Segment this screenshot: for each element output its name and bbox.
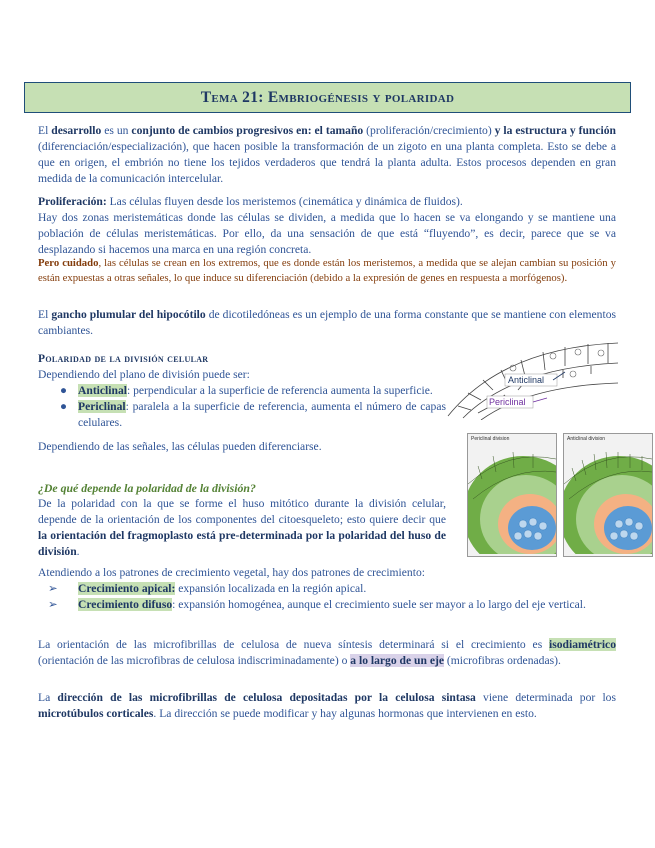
microfibril-paragraph: La orientación de las microfibrillas de celulosa de nueva síntesis determinará si el crecimiento es isodiamétrico (orientación de las microfibras de celulosa indiscriminadamente) o a lo largo de un eje (microfibras ordenadas). [38,638,616,667]
list-item: ➢ Crecimiento difuso: expansión homogénea, aunque el crecimiento suele ser mayor a lo largo del eje vertical. [48,598,586,611]
intro-paragraph: El desarrollo es un conjunto de cambios progresivos en: el tamaño (proliferación/crecimiento) y la estructura y función (diferenciación/especialización), que hacen posible la transformación de un zigoto en una planta completa. Esto se debe a que en origen, el embrión no tiene los tejidos verdaderos que tendrá la planta adulta. Estos procesos dependen en gran medida de la comunicación intercelular. [38,124,616,185]
polarity-section: Polaridad de la división celular Dependiendo del plano de división puede ser: ● Anticlinal: perpendicular a la superficie de referencia aumenta la superficie. ● Periclinal: paralela a la superficie de referencia, aumenta el número de capas celulares. Dependiendo de las señales, las células pueden diferenciarse. [38,353,446,453]
proliferation-paragraph: Proliferación: Las células fluyen desde los meristemos (cinemática y dinámica de fluidos). Hay dos zonas meristemáticas donde las células se dividen, a medida que lo hacen se va elongando y se mantiene una población de células meristemáticas. Por ello, da una sensación de que está “fluyendo”, es decir, parece que se va desplazando si hacemos una marca en una región concreta. [38,195,616,256]
polarity-list [38,383,446,431]
anticlinal-division-panel: Anticlinal division [563,433,653,557]
periclinal-label: Periclinal [489,397,526,407]
anticlinal-label: Anticlinal [508,375,545,385]
list-item: ● Anticlinal: perpendicular a la superficie de referencia aumenta la superficie. [60,384,433,397]
periclinal-tissue-icon [468,444,556,554]
question-heading: ¿De qué depende la polaridad de la división? [38,481,256,495]
page-title: Tema 21: Embriogénesis y polaridad [24,82,631,113]
polarity-heading: Polaridad de la división celular [38,353,209,365]
question-section: ¿De qué depende la polaridad de la división? De la polaridad con la que se forme el huso mitótico durante la división celular, depende de la orientación de los componentes del citoesqueleto; esto quiere decir que la orientación del fragmoplasto está pre-determinada por la polaridad del huso de división. [38,481,446,558]
growth-section: Atendiendo a los patrones de crecimiento vegetal, hay dos patrones de crecimiento: ➢ Crecimiento apical: expansión localizada en la región apical. ➢ Crecimiento difuso: expansión homogénea, aunque el crecimiento suele ser mayor a lo largo del eje vertical. [38,565,616,613]
anticlinal-tissue-icon [564,444,652,554]
list-item: ● Periclinal: paralela a la superficie de referencia, aumenta el número de capas celulares. [60,400,446,429]
growth-list [38,581,616,613]
caution-paragraph: Pero cuidado, las células se crean en los extremos, que es donde están los meristemos, a medida que se alejan cambian su posición y están expuestas a otras señales, lo que induce su diferenciación (debido a la expresión de genes en respuesta a morfógenos). [38,257,616,284]
list-item: ➢ Crecimiento apical: expansión localizada en la región apical. [48,582,367,595]
direction-paragraph: La dirección de las microfibrillas de celulosa depositadas por la celulosa sintasa viene determinada por los microtúbulos corticales. La dirección se puede modificar y hay algunas hormonas que intervienen en esto. [38,691,616,720]
division-planes-figure [443,338,623,420]
periclinal-division-panel: Periclinal division [467,433,557,557]
hook-paragraph: El gancho plumular del hipocótilo de dicotiledóneas es un ejemplo de una forma constante que se mantiene con elementos cambiantes. [38,308,616,337]
